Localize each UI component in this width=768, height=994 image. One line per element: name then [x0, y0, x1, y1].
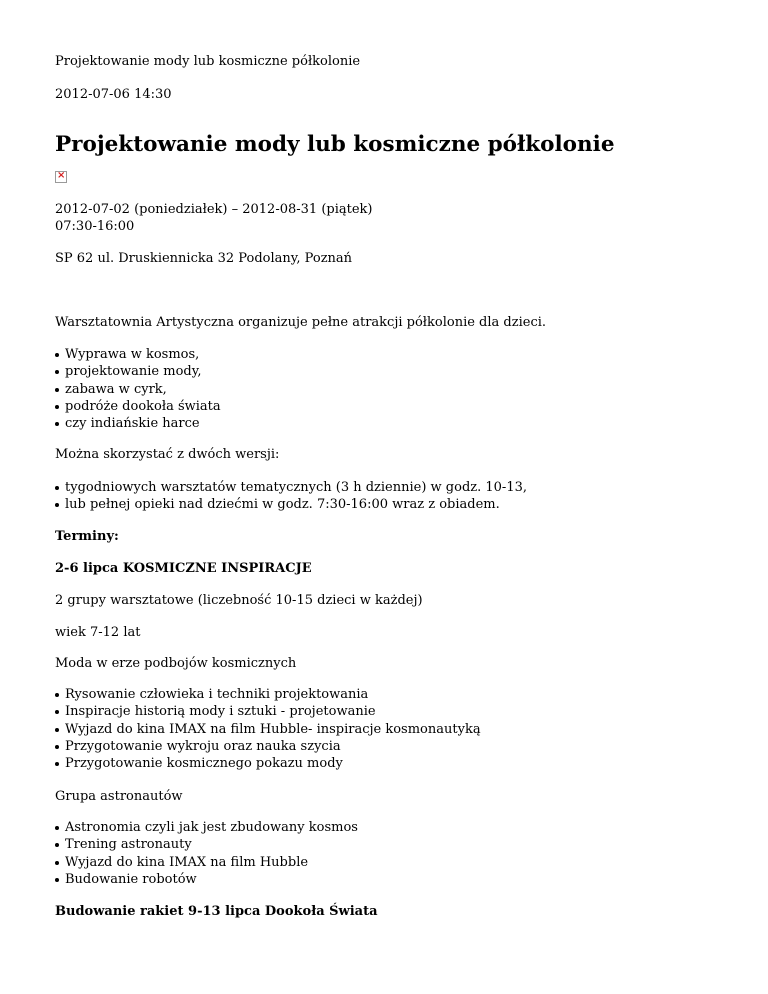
list-item: projektowanie mody, [55, 363, 221, 380]
age-info: wiek 7-12 lat [55, 625, 141, 640]
astronaut-heading: Grupa astronautów [55, 789, 183, 804]
fashion-list [55, 686, 481, 772]
list-item: zabawa w cyrk, [55, 381, 221, 398]
week1-heading: 2-6 lipca KOSMICZNE INSPIRACJE [55, 561, 312, 576]
list-item: Budowanie robotów [55, 871, 358, 888]
versions-list [55, 479, 527, 514]
list-item: tygodniowych warsztatów tematycznych (3 h dziennie) w godz. 10-13, [55, 479, 527, 496]
event-hours: 07:30-16:00 [55, 219, 135, 234]
list-item: Astronomia czyli jak jest zbudowany kosmos [55, 819, 358, 836]
versions-intro: Można skorzystać z dwóch wersji: [55, 447, 280, 462]
week2-heading: Budowanie rakiet 9-13 lipca Dookoła Świata [55, 904, 378, 919]
article-title: Projektowanie mody lub kosmiczne półkolonie [55, 132, 615, 157]
list-item: Wyprawa w kosmos, [55, 346, 221, 363]
fashion-heading: Moda w erze podbojów kosmicznych [55, 656, 297, 671]
terms-heading: Terminy: [55, 529, 119, 544]
list-item: Wyjazd do kina IMAX na film Hubble- inspiracje kosmonautyką [55, 721, 481, 738]
site-title: Projektowanie mody lub kosmiczne półkolonie [55, 54, 361, 69]
list-item: lub pełnej opieki nad dziećmi w godz. 7:30-16:00 wraz z obiadem. [55, 496, 527, 513]
list-item: Wyjazd do kina IMAX na film Hubble [55, 854, 358, 871]
event-date-range: 2012-07-02 (poniedziałek) – 2012-08-31 (piątek) [55, 202, 373, 217]
list-item: Przygotowanie wykroju oraz nauka szycia [55, 738, 481, 755]
list-item: Rysowanie człowieka i techniki projektowania [55, 686, 481, 703]
astronaut-list [55, 819, 358, 888]
post-date: 2012-07-06 14:30 [55, 87, 172, 102]
list-item: Inspiracje historią mody i sztuki - projetowanie [55, 703, 481, 720]
event-location: SP 62 ul. Druskiennicka 32 Podolany, Poznań [55, 251, 353, 266]
intro-paragraph: Warsztatownia Artystyczna organizuje pełne atrakcji półkolonie dla dzieci. [55, 315, 547, 330]
list-item: Przygotowanie kosmicznego pokazu mody [55, 755, 481, 772]
groups-info: 2 grupy warsztatowe (liczebność 10-15 dzieci w każdej) [55, 593, 423, 608]
list-item: podróże dookoła świata [55, 398, 221, 415]
broken-image-icon: × [57, 170, 66, 181]
list-item: Trening astronauty [55, 836, 358, 853]
list-item: czy indiańskie harce [55, 415, 221, 432]
attractions-list [55, 346, 221, 432]
